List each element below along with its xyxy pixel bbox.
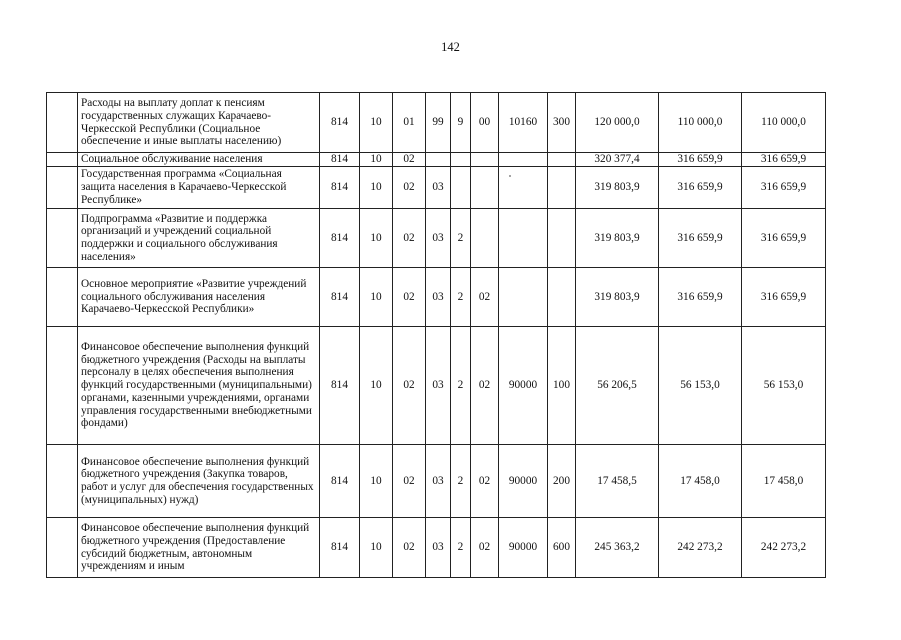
amount-year-1: 319 803,9 xyxy=(576,268,659,327)
direction-code: 90000 xyxy=(499,327,548,445)
row-description: Социальное обслуживание населения xyxy=(78,153,320,167)
row-description: Подпрограмма «Развитие и поддержка организаций и учреждений социальной поддержки и социального обслуживания населения» xyxy=(78,209,320,268)
table-row xyxy=(47,167,826,209)
table-row xyxy=(47,268,826,327)
row-description: Расходы на выплату доплат к пенсиям государственных служащих Карачаево-Черкесской Республики (Социальное обеспечение и иные выплаты населению) xyxy=(78,93,320,153)
expense-type-code: 200 xyxy=(548,445,576,518)
section-code: 10 xyxy=(360,327,393,445)
row-description: Основное мероприятие «Развитие учреждений социального обслуживания населения Карачаево-Черкесской Республики» xyxy=(78,268,320,327)
amount-year-2: 17 458,0 xyxy=(659,445,742,518)
expense-type-code xyxy=(548,153,576,167)
direction-code xyxy=(499,167,548,209)
program-code: 03 xyxy=(426,327,451,445)
section-code: 10 xyxy=(360,93,393,153)
row-number-cell xyxy=(47,209,78,268)
section-code: 10 xyxy=(360,209,393,268)
section-code: 10 xyxy=(360,445,393,518)
amount-year-3: 316 659,9 xyxy=(742,209,826,268)
amount-year-2: 242 273,2 xyxy=(659,518,742,578)
amount-year-2: 316 659,9 xyxy=(659,268,742,327)
event-code: 00 xyxy=(471,93,499,153)
program-code xyxy=(426,153,451,167)
amount-year-1: 56 206,5 xyxy=(576,327,659,445)
amount-year-2: 316 659,9 xyxy=(659,209,742,268)
subsection-code: 02 xyxy=(393,327,426,445)
table-row xyxy=(47,327,826,445)
ministry-code: 814 xyxy=(320,153,360,167)
expense-type-code xyxy=(548,209,576,268)
amount-year-1: 120 000,0 xyxy=(576,93,659,153)
row-description: Финансовое обеспечение выполнения функций бюджетного учреждения (Закупка товаров, работ и услуг для обеспечения государственных (муниципальных) нужд) xyxy=(78,445,320,518)
ministry-code: 814 xyxy=(320,209,360,268)
table-row xyxy=(47,209,826,268)
row-number-cell xyxy=(47,167,78,209)
subprogram-code: 2 xyxy=(451,209,471,268)
event-code xyxy=(471,153,499,167)
subsection-code: 02 xyxy=(393,209,426,268)
amount-year-1: 17 458,5 xyxy=(576,445,659,518)
subprogram-code: 2 xyxy=(451,327,471,445)
event-code: 02 xyxy=(471,518,499,578)
ministry-code: 814 xyxy=(320,445,360,518)
subsection-code: 01 xyxy=(393,93,426,153)
amount-year-1: 320 377,4 xyxy=(576,153,659,167)
ministry-code: 814 xyxy=(320,167,360,209)
program-code: 03 xyxy=(426,445,451,518)
row-number-cell xyxy=(47,268,78,327)
subsection-code: 02 xyxy=(393,167,426,209)
direction-code: 10160 xyxy=(499,93,548,153)
row-number-cell xyxy=(47,93,78,153)
event-code: 02 xyxy=(471,445,499,518)
direction-code: 90000 xyxy=(499,445,548,518)
event-code: 02 xyxy=(471,327,499,445)
program-code: 03 xyxy=(426,209,451,268)
amount-year-1: 245 363,2 xyxy=(576,518,659,578)
amount-year-2: 316 659,9 xyxy=(659,167,742,209)
row-number-cell xyxy=(47,327,78,445)
expense-type-code xyxy=(548,268,576,327)
table-row xyxy=(47,93,826,153)
direction-code xyxy=(499,209,548,268)
row-number-cell xyxy=(47,445,78,518)
event-code xyxy=(471,167,499,209)
direction-code xyxy=(499,153,548,167)
table-row xyxy=(47,153,826,167)
section-code: 10 xyxy=(360,167,393,209)
budget-table xyxy=(46,92,826,578)
row-description: Финансовое обеспечение выполнения функций бюджетного учреждения (Предоставление субсидий бюджетным, автономным учреждениям и иным xyxy=(78,518,320,578)
ministry-code: 814 xyxy=(320,327,360,445)
section-code: 10 xyxy=(360,153,393,167)
amount-year-3: 316 659,9 xyxy=(742,153,826,167)
table-row xyxy=(47,445,826,518)
expense-type-code: 100 xyxy=(548,327,576,445)
ministry-code: 814 xyxy=(320,93,360,153)
program-code: 03 xyxy=(426,268,451,327)
amount-year-3: 316 659,9 xyxy=(742,268,826,327)
section-code: 10 xyxy=(360,518,393,578)
subprogram-code: 2 xyxy=(451,445,471,518)
program-code: 03 xyxy=(426,518,451,578)
subprogram-code: 9 xyxy=(451,93,471,153)
amount-year-2: 56 153,0 xyxy=(659,327,742,445)
program-code: 99 xyxy=(426,93,451,153)
ministry-code: 814 xyxy=(320,518,360,578)
section-code: 10 xyxy=(360,268,393,327)
subsection-code: 02 xyxy=(393,268,426,327)
expense-type-code: 300 xyxy=(548,93,576,153)
amount-year-1: 319 803,9 xyxy=(576,167,659,209)
subprogram-code: 2 xyxy=(451,518,471,578)
amount-year-3: 110 000,0 xyxy=(742,93,826,153)
amount-year-3: 17 458,0 xyxy=(742,445,826,518)
row-number-cell xyxy=(47,153,78,167)
program-code: 03 xyxy=(426,167,451,209)
amount-year-2: 110 000,0 xyxy=(659,93,742,153)
expense-type-code: 600 xyxy=(548,518,576,578)
amount-year-3: 242 273,2 xyxy=(742,518,826,578)
ministry-code: 814 xyxy=(320,268,360,327)
amount-year-2: 316 659,9 xyxy=(659,153,742,167)
subsection-code: 02 xyxy=(393,445,426,518)
event-code xyxy=(471,209,499,268)
event-code: 02 xyxy=(471,268,499,327)
amount-year-3: 56 153,0 xyxy=(742,327,826,445)
subprogram-code xyxy=(451,153,471,167)
amount-year-3: 316 659,9 xyxy=(742,167,826,209)
amount-year-1: 319 803,9 xyxy=(576,209,659,268)
expense-type-code xyxy=(548,167,576,209)
direction-code: 90000 xyxy=(499,518,548,578)
subprogram-code: 2 xyxy=(451,268,471,327)
table-row xyxy=(47,518,826,578)
subprogram-code xyxy=(451,167,471,209)
row-description: Государственная программа «Социальная защита населения в Карачаево-Черкесской Республике» xyxy=(78,167,320,209)
page-number: 142 xyxy=(441,40,460,54)
subsection-code: 02 xyxy=(393,518,426,578)
table-body xyxy=(47,93,826,578)
direction-code xyxy=(499,268,548,327)
row-description: Финансовое обеспечение выполнения функций бюджетного учреждения (Расходы на выплаты персоналу в целях обеспечения выполнения функций государственными (муниципальными) органами, казенными учреждениями, органами управления государственными внебюджетными фондами) xyxy=(78,327,320,445)
row-number-cell xyxy=(47,518,78,578)
subsection-code: 02 xyxy=(393,153,426,167)
